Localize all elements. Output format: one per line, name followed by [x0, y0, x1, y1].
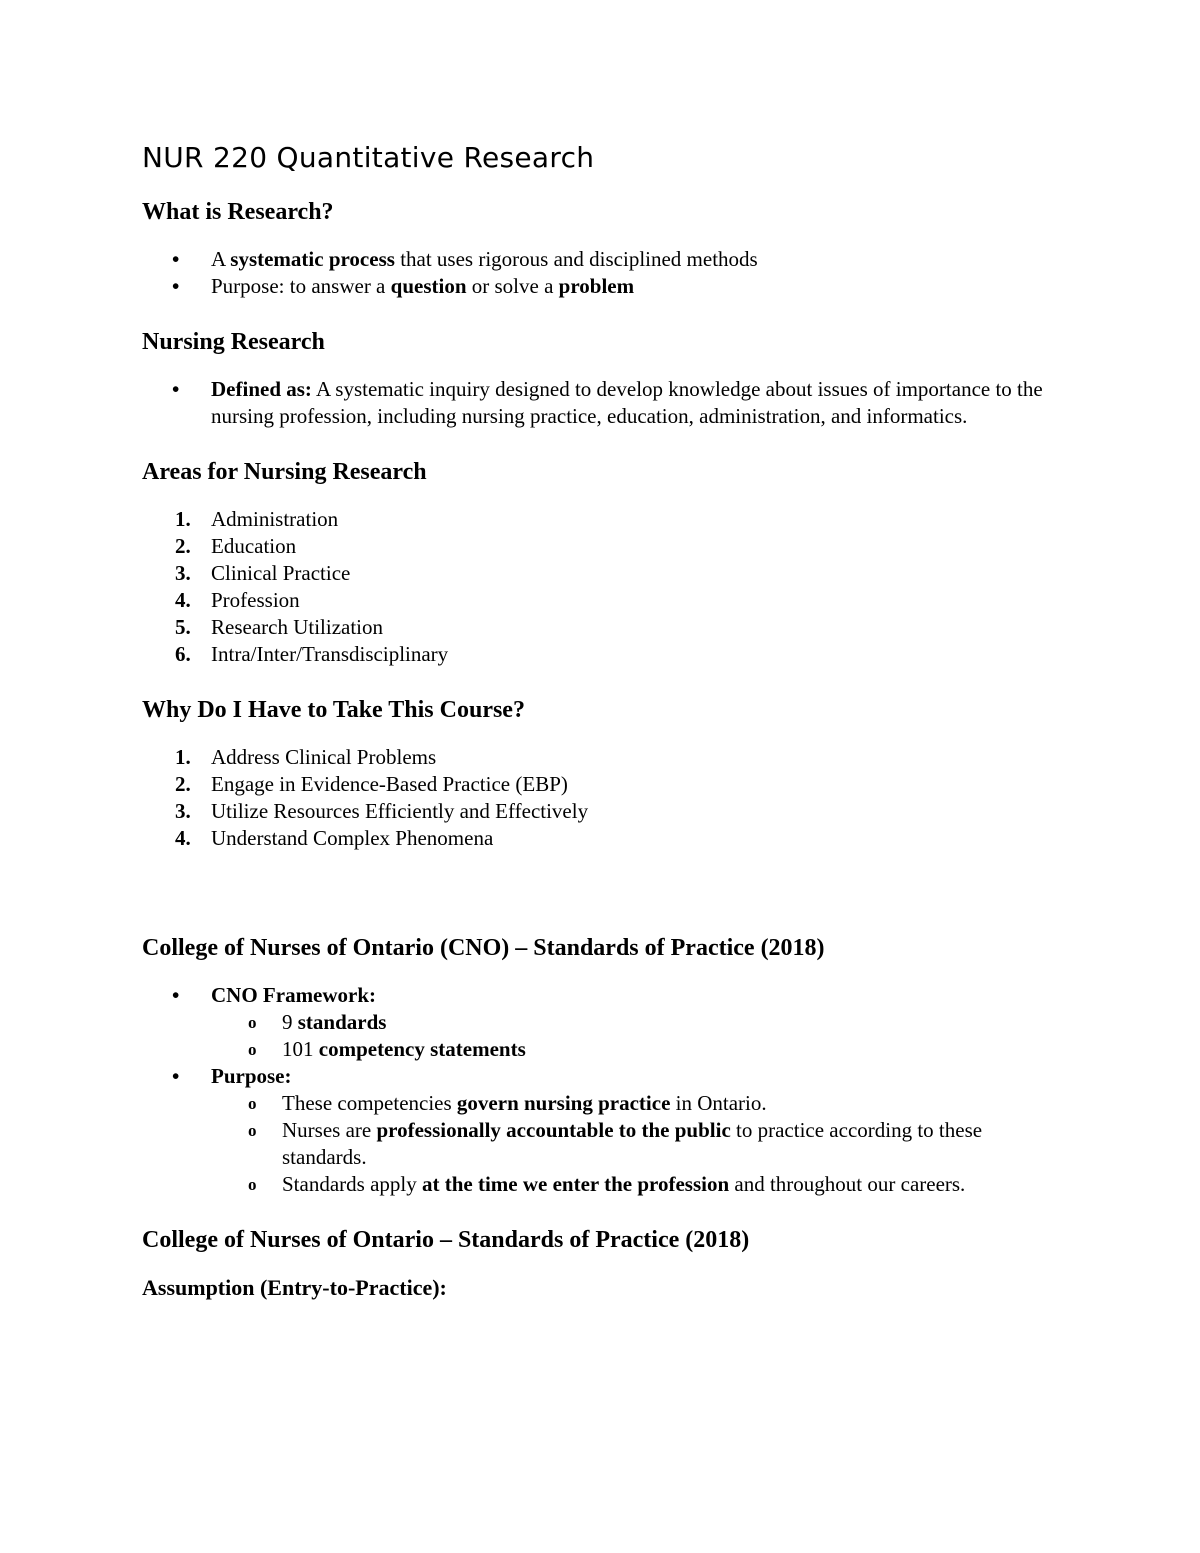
list-item: 4. Understand Complex Phenomena: [175, 826, 494, 850]
list-item: • Purpose: o These competencies govern nursing practice in Ontario. o Nurses are professionally accountable to the public to practice according to these standards. o Standards apply at the time we enter the profession and throughout our careers.: [142, 1063, 1062, 1198]
sub-bullet-icon: o: [248, 1121, 257, 1140]
sub-list-item: o Standards apply at the time we enter the profession and throughout our careers.: [248, 1172, 966, 1196]
list-item: 2. Engage in Evidence-Based Practice (EBP): [175, 772, 568, 796]
bullet-icon: •: [172, 983, 180, 1007]
heading-nursing-research: Nursing Research: [142, 329, 325, 355]
heading-cno-standards: College of Nurses of Ontario (CNO) – Standards of Practice (2018): [142, 935, 825, 961]
bullet-icon: •: [172, 247, 180, 271]
subheading-assumption: Assumption (Entry-to-Practice):: [142, 1275, 447, 1300]
list-item: 3. Utilize Resources Efficiently and Effectively: [175, 799, 589, 823]
bullet-icon: •: [172, 274, 180, 298]
nursing-research-list: [142, 376, 1062, 430]
heading-areas-for-nursing-research: Areas for Nursing Research: [142, 459, 427, 485]
list-item: • Defined as: A systematic inquiry designed to develop knowledge about issues of importance to the nursing profession, including nursing practice, education, administration, and informatics.: [172, 377, 1043, 428]
list-item: 6. Intra/Inter/Transdisciplinary: [175, 642, 449, 666]
document-page: [142, 138, 1062, 1302]
list-item: 5. Research Utilization: [175, 615, 384, 639]
list-item: 4. Profession: [175, 588, 300, 612]
sub-bullet-icon: o: [248, 1040, 257, 1059]
areas-list: [142, 506, 1062, 668]
list-item: • Purpose: to answer a question or solve a problem: [172, 274, 635, 298]
heading-cno-standards-2: College of Nurses of Ontario – Standards of Practice (2018): [142, 1227, 750, 1253]
sub-bullet-icon: o: [248, 1094, 257, 1113]
sub-bullet-icon: o: [248, 1013, 257, 1032]
list-item: 2. Education: [175, 534, 297, 558]
sub-list-item: o 9 standards: [248, 1010, 387, 1034]
heading-what-is-research: What is Research?: [142, 199, 334, 225]
purpose-sublist: [211, 1090, 1062, 1198]
list-item: • CNO Framework: o 9 standards o 101 competency statements: [142, 982, 1062, 1063]
list-item: 1. Administration: [175, 507, 339, 531]
cno-list: [142, 982, 1062, 1198]
list-item: • A systematic process that uses rigorous and disciplined methods: [172, 247, 758, 271]
sub-bullet-icon: o: [248, 1175, 257, 1194]
research-definition-list: [142, 246, 1062, 300]
document-title: NUR 220 Quantitative Research: [142, 141, 595, 174]
bullet-icon: •: [172, 377, 180, 401]
list-item: 1. Address Clinical Problems: [175, 745, 437, 769]
sub-list-item: o 101 competency statements: [248, 1037, 526, 1061]
framework-sublist: [211, 1009, 1062, 1063]
bullet-icon: •: [172, 1064, 180, 1088]
sub-list-item: o Nurses are professionally accountable to the public to practice according to these standards.: [248, 1118, 983, 1169]
list-item: 3. Clinical Practice: [175, 561, 351, 585]
reasons-list: [142, 744, 1062, 852]
heading-why-take-course: Why Do I Have to Take This Course?: [142, 697, 525, 723]
sub-list-item: o These competencies govern nursing practice in Ontario.: [248, 1091, 767, 1115]
